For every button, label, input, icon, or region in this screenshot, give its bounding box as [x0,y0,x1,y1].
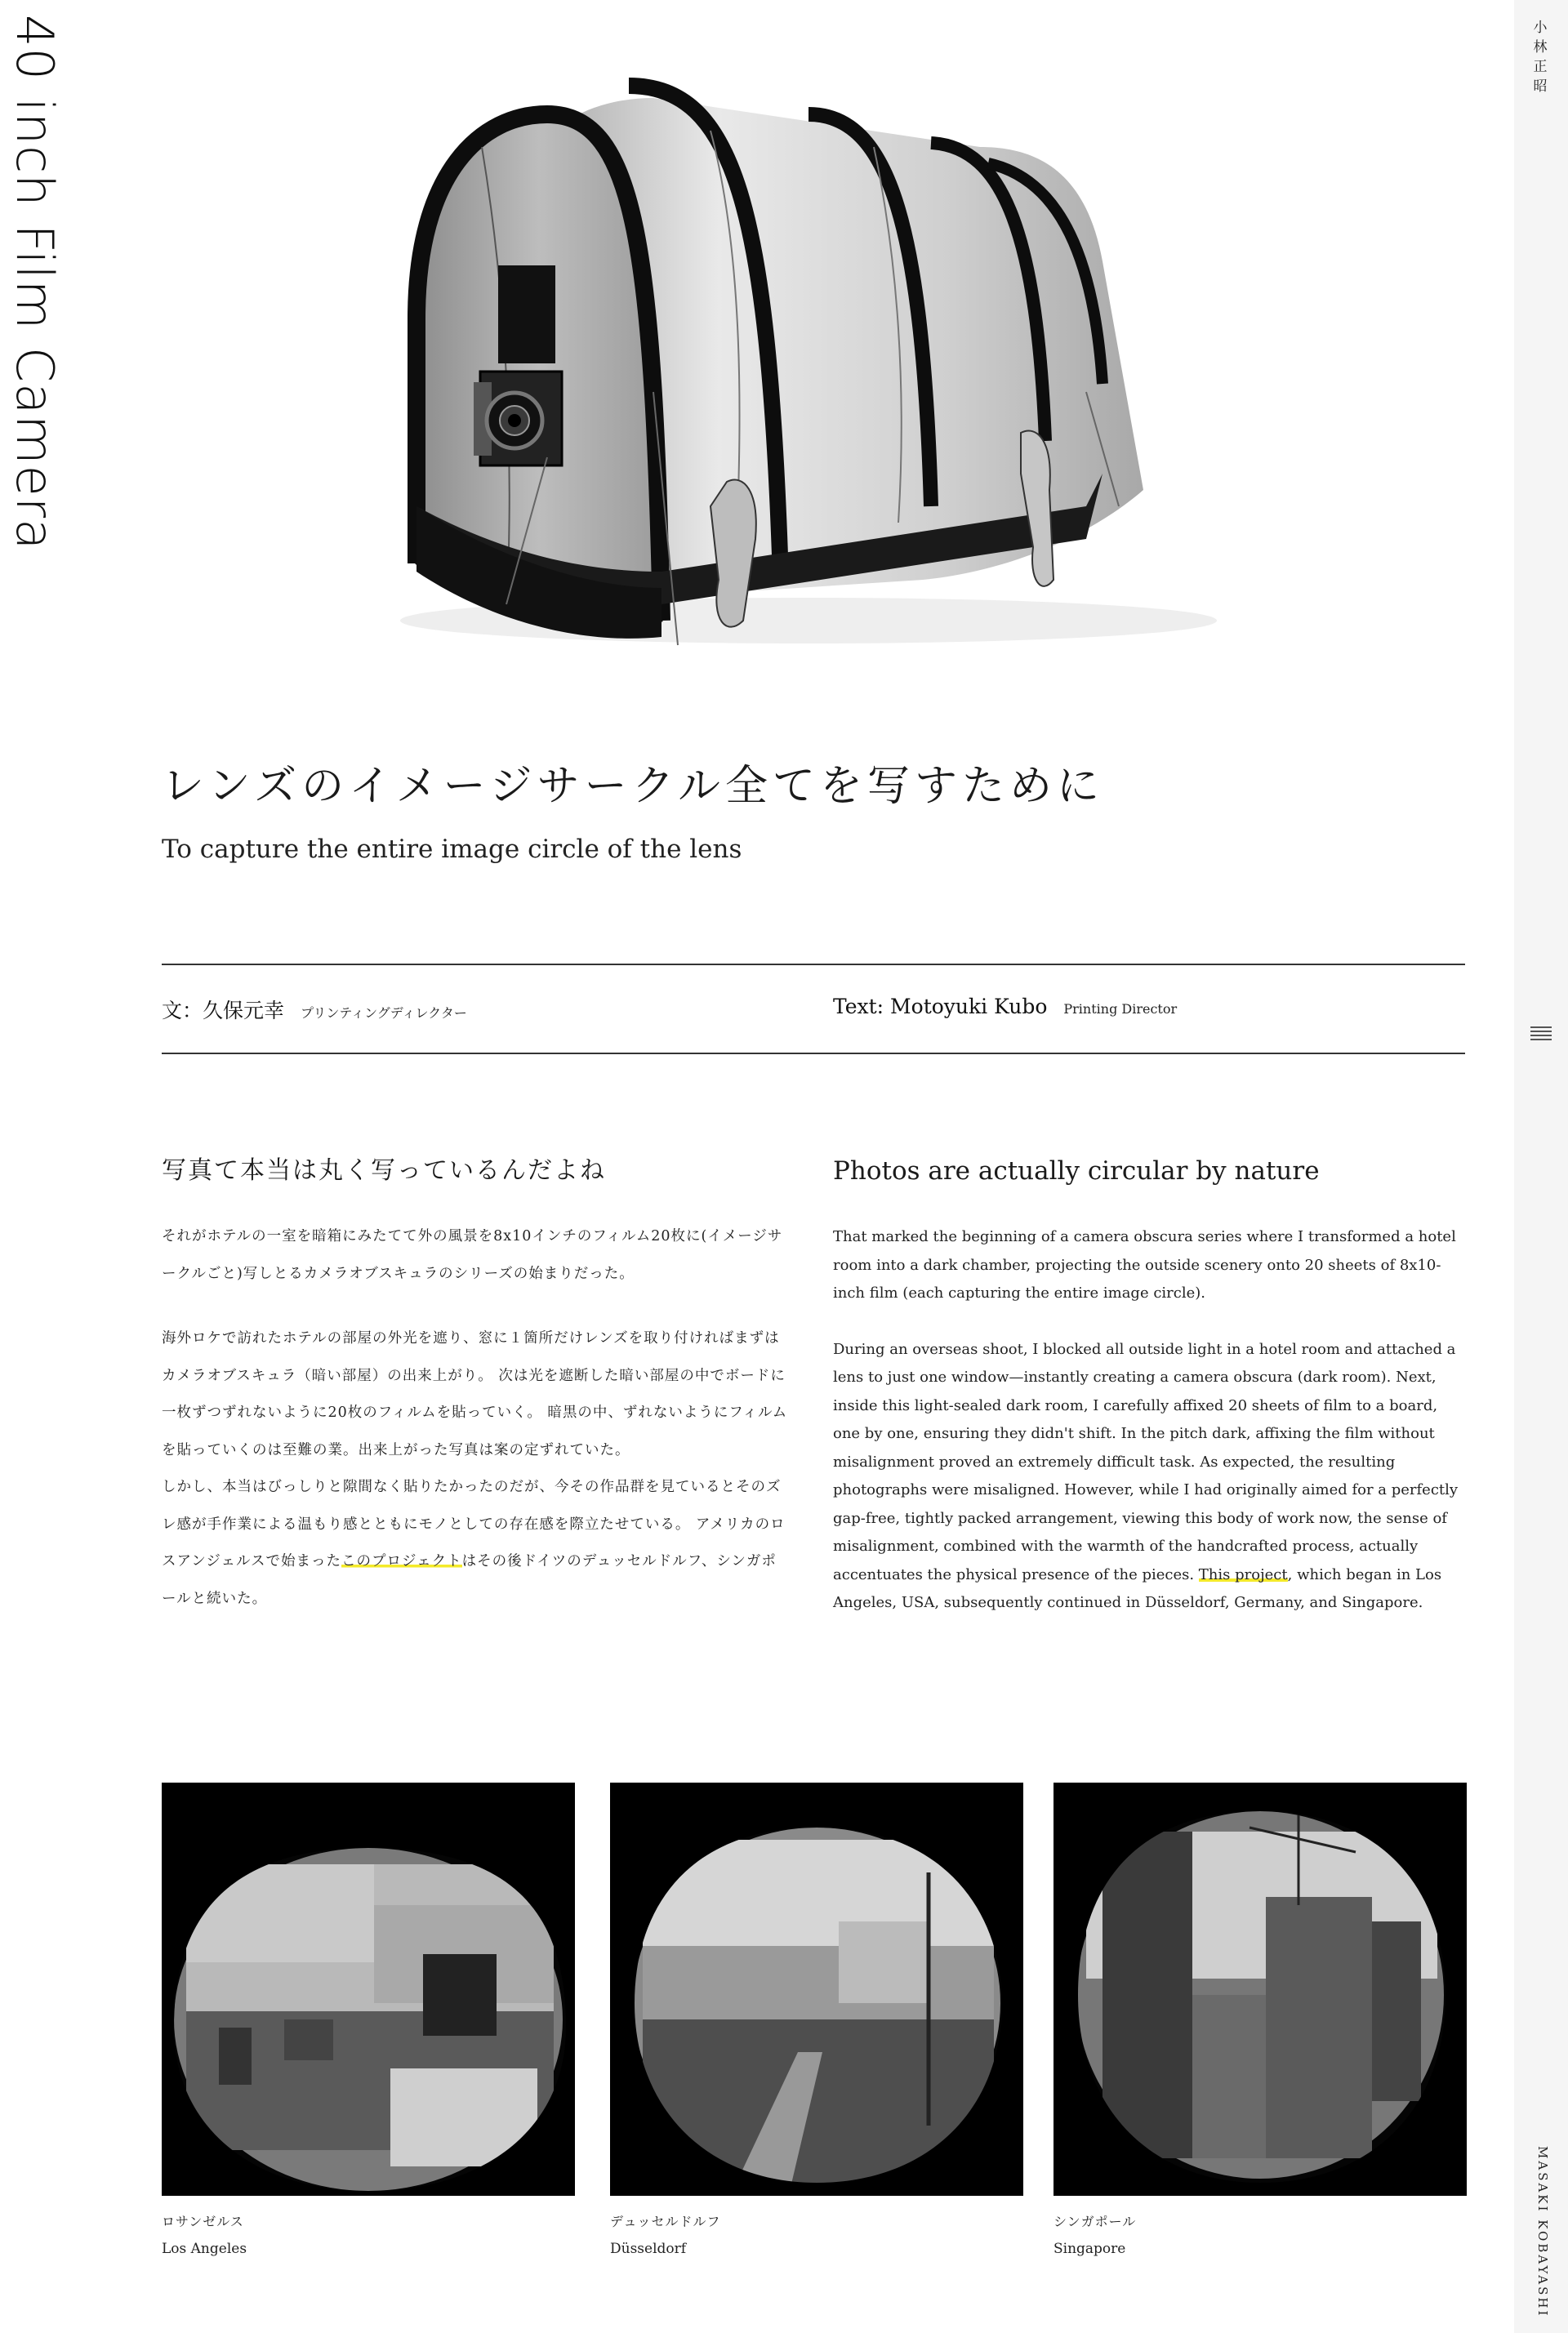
gallery-photo-los-angeles[interactable] [162,1783,575,2196]
credit-en-name: Text: Motoyuki Kubo [833,995,1048,1018]
article-jp-text: はその後ドイツのデュッセルドルフ、シンガポールと続いた。 [162,1553,777,1607]
credit-jp [162,995,467,1024]
article-en-text: During an overseas shoot, I blocked all outside light in a hotel room and attached a lens to just one window—instantly creating a camera obscura (dark room). Next, inside this light-sealed dark room, I carefully affixed 20 sheets of film to a board, one by one, ensuring they didn't shift. In the pitch dark, affixing the film without misalignment proved an extremely difficult task. As expected, the resulting photographs were misaligned. However, while I had originally aimed for a perfectly gap-free, tightly packed arrangement, viewing this body of work now, the sense of misalignment, combined with the warmth of the handcrafted process, actually accentuates the physical presence of the pieces. [833,1340,1459,1583]
credit-jp-name: 文：久保元幸 [162,999,285,1022]
article-en [833,1153,1468,1645]
article-jp-paragraph: それがホテルの一室を暗箱にみたてて外の風景を8x10インチのフィルム20枚に(イメージサークルごと)写しとるカメラオブスキュラのシリーズの始まりだった。 [162,1228,783,1282]
credit-en-role: Printing Director [1063,1001,1178,1017]
gallery-caption-en: Düsseldorf [610,2241,687,2257]
divider [162,1053,1465,1054]
tent-camera-photo [384,49,1282,702]
page-title-en: To capture the entire image circle of the lens [162,835,742,864]
article-en-paragraph [833,1336,1468,1618]
gallery-caption-en: Los Angeles [162,2241,247,2257]
article-en-text: , which began in Los Angeles, USA, subsequently continued in Düsseldorf, Germany, and Singapore. [833,1565,1442,1611]
author-name-jp[interactable]: 小林正昭 [1533,20,1549,95]
article-en-paragraph: That marked the beginning of a camera obscura series where I transformed a hotel room into a dark chamber, projecting the outside scenery onto 20 sheets of 8x10-inch film (each capturing the entire image circle). [833,1228,1456,1302]
article-jp-paragraph: 海外ロケで訪れたホテルの部屋の外光を遮り、窓に１箇所だけレンズを取り付ければまずはカメラオブスキュラ（暗い部屋）の出来上がり。 次は光を遮断した暗い部屋の中でボードに一枚ずつずれないように20枚のフィルムを貼っていく。 暗黒の中、ずれないようにフィルムを貼っていくのは至難の業。出来上がった写真は案の定ずれていた。 [162,1330,788,1458]
gallery-photo-dusseldorf[interactable] [610,1783,1023,2196]
article-jp-text: しかし、本当はびっしりと隙間なく貼りたかったのだが、今その作品群を見ているとそのズレ感が手作業による温もり感とともにモノとしての存在感を際立たせている。 アメリカのロスアンジェルスで始まった [162,1479,786,1569]
gallery-caption-en: Singapore [1054,2241,1126,2257]
right-rail [1514,0,1568,2333]
article-jp-paragraph [162,1469,791,1618]
credit-jp-role: プリンティングディレクター [301,1005,467,1021]
article-jp [162,1153,791,1645]
gallery-caption-jp: デュッセルドルフ [610,2214,721,2229]
project-link-jp[interactable]: このプロジェクト [341,1553,462,1569]
gallery-photo-singapore[interactable] [1054,1783,1467,2196]
article-jp-heading: 写真て本当は丸く写っているんだよね [162,1156,606,1185]
project-link-en[interactable]: This project [1198,1565,1288,1583]
gallery-caption-jp: ロサンゼルス [162,2214,244,2229]
credit-en [833,995,1177,1018]
menu-icon[interactable] [1530,1026,1553,1041]
article-en-heading: Photos are actually circular by nature [833,1156,1320,1186]
gallery-caption-jp: シンガポール [1054,2214,1137,2229]
author-name-en[interactable]: MASAKI KOBAYASHI [1535,2146,1550,2318]
divider [162,964,1465,965]
site-title[interactable]: 40 inch Film Camera [5,15,65,551]
page-title-jp: レンズのイメージサークル全てを写すために [162,762,1105,811]
